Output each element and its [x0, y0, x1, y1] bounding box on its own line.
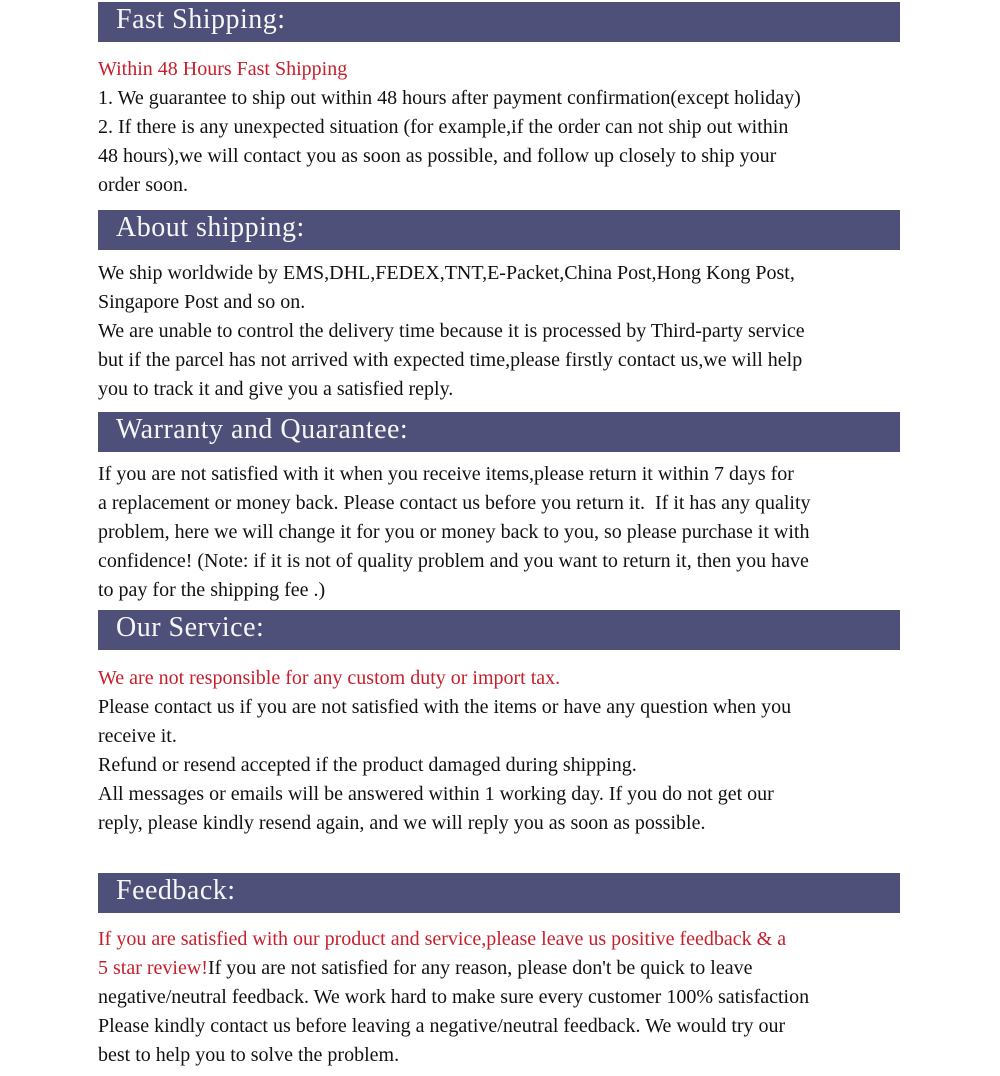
service-highlight: We are not responsible for any custom duty or import tax. — [98, 667, 561, 689]
feedback-line: Please kindly contact us before leaving a negative/neutral feedback. We would try our — [98, 1015, 786, 1037]
feedback-mixed-line — [98, 954, 904, 983]
about-shipping-line: We ship worldwide by EMS,DHL,FEDEX,TNT,E-Packet,China Post,Hong Kong Post, — [98, 262, 795, 284]
fast-shipping-line: 48 hours),we will contact you as soon as possible, and follow up closely to ship your — [98, 145, 777, 167]
fast-shipping-highlight: Within 48 Hours Fast Shipping — [98, 58, 348, 80]
warranty-line: If you are not satisfied with it when you receive items,please return it within 7 days for — [98, 463, 794, 485]
section-title-about-shipping: About shipping: — [116, 212, 305, 243]
warranty-line: a replacement or money back. Please contact us before you return it. If it has any quality — [98, 492, 811, 514]
service-line: All messages or emails will be answered within 1 working day. If you do not get our — [98, 783, 774, 805]
about-shipping-line: Singapore Post and so on. — [98, 291, 306, 313]
section-header-fast-shipping — [98, 2, 900, 42]
section-body-warranty — [98, 460, 904, 605]
warranty-line: to pay for the shipping fee .) — [98, 579, 326, 601]
service-line: Please contact us if you are not satisfied with the items or have any question when you — [98, 696, 792, 718]
feedback-highlight-continued: 5 star review! — [98, 957, 208, 979]
about-shipping-line: We are unable to control the delivery time because it is processed by Third-party service — [98, 320, 805, 342]
service-line: Refund or resend accepted if the product damaged during shipping. — [98, 754, 637, 776]
about-shipping-line: but if the parcel has not arrived with expected time,please firstly contact us,we will help — [98, 349, 803, 371]
section-body-service — [98, 664, 904, 838]
warranty-line: confidence! (Note: if it is not of quality problem and you want to return it, then you have — [98, 550, 809, 572]
service-line: reply, please kindly resend again, and we will reply you as soon as possible. — [98, 812, 706, 834]
feedback-line: negative/neutral feedback. We work hard to make sure every customer 100% satisfaction — [98, 986, 810, 1008]
fast-shipping-line: 2. If there is any unexpected situation (for example,if the order can not ship out within — [98, 116, 789, 138]
section-header-warranty — [98, 412, 900, 452]
description-content — [98, 2, 904, 1070]
section-body-feedback — [98, 925, 904, 1070]
about-shipping-line: you to track it and give you a satisfied reply. — [98, 378, 454, 400]
feedback-line: best to help you to solve the problem. — [98, 1044, 400, 1066]
fast-shipping-line: 1. We guarantee to ship out within 48 hours after payment confirmation(except holiday) — [98, 87, 801, 109]
section-title-warranty: Warranty and Quarantee: — [116, 414, 409, 445]
section-title-service: Our Service: — [116, 612, 265, 643]
section-header-feedback — [98, 873, 900, 913]
feedback-line-rest: If you are not satisfied for any reason, please don't be quick to leave — [207, 957, 753, 979]
fast-shipping-line: order soon. — [98, 174, 188, 196]
section-body-fast-shipping — [98, 55, 904, 200]
section-body-about-shipping — [98, 259, 904, 404]
section-header-about-shipping — [98, 210, 900, 250]
warranty-line: problem, here we will change it for you or money back to you, so please purchase it with — [98, 521, 810, 543]
section-header-service — [98, 610, 900, 650]
feedback-highlight-line: If you are satisfied with our product and service,please leave us positive feedback & a — [98, 928, 787, 950]
section-title-fast-shipping: Fast Shipping: — [116, 4, 286, 35]
service-line: receive it. — [98, 725, 177, 747]
section-title-feedback: Feedback: — [116, 875, 236, 906]
